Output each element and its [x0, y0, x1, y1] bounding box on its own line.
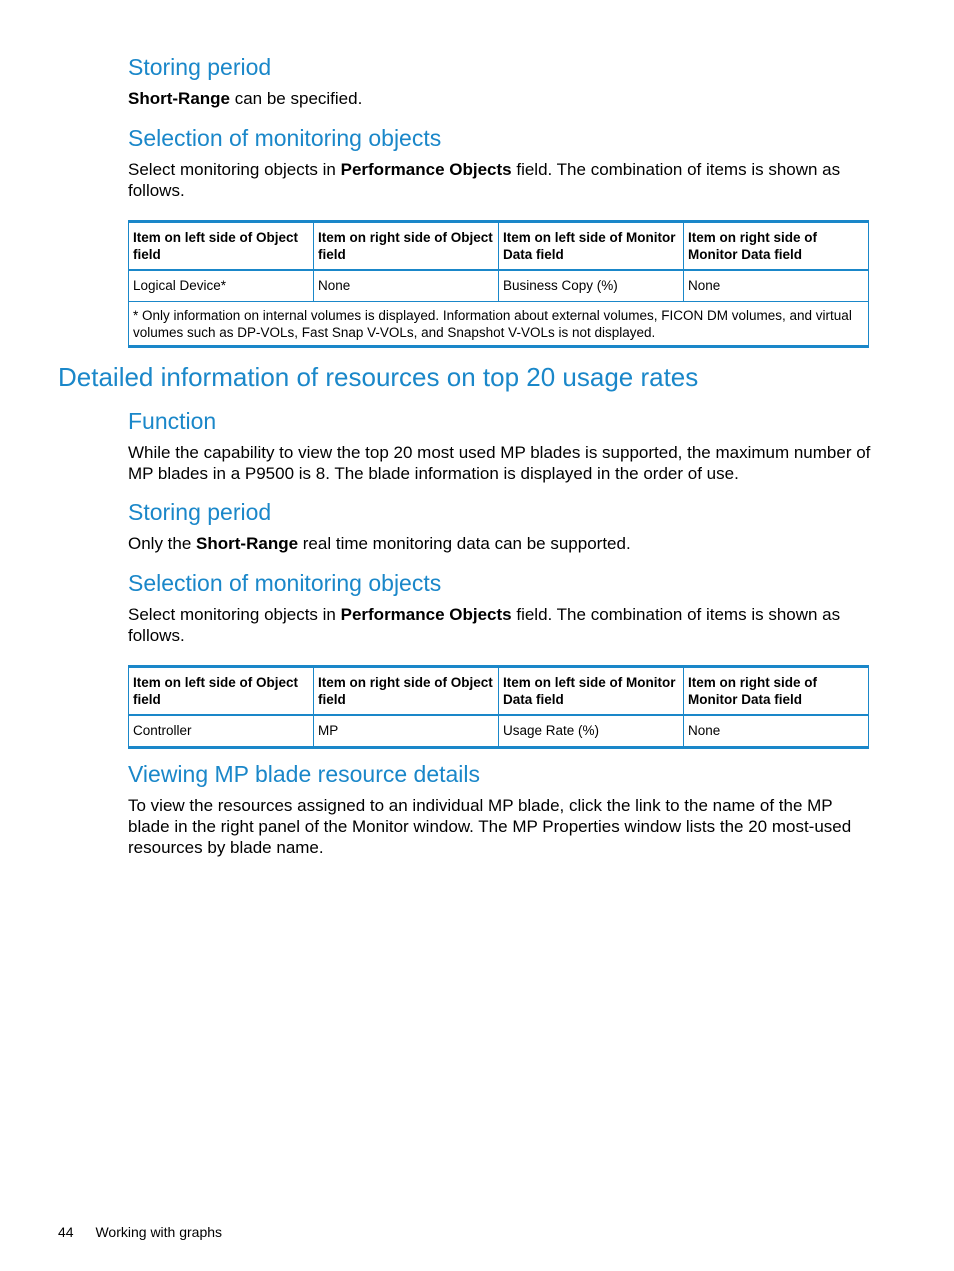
table-header-cell: Item on right side of Monitor Data field [684, 667, 869, 716]
table-cell: Usage Rate (%) [499, 715, 684, 748]
table-cell: Logical Device* [129, 270, 314, 302]
selection-objects-text: Select monitoring objects in Performance Objects field. The combination of items is shown as follows. [128, 160, 841, 200]
page-footer [58, 1223, 222, 1241]
function-heading: Function [128, 408, 217, 434]
table-cell: None [684, 715, 869, 748]
table-cell: None [314, 270, 499, 302]
objects-table-2 [128, 665, 869, 749]
table-header-cell: Item on left side of Object field [129, 667, 314, 716]
viewing-mp-blade-heading: Viewing MP blade resource details [128, 761, 481, 787]
chapter-title: Working with graphs [95, 1224, 223, 1240]
table-header-cell: Item on left side of Monitor Data field [499, 667, 684, 716]
table-header-cell: Item on left side of Monitor Data field [499, 222, 684, 271]
objects-table-1 [128, 220, 869, 348]
storing-period-heading-2: Storing period [128, 499, 272, 525]
table-header-row [129, 667, 869, 716]
table-header-row [129, 222, 869, 271]
table-row [129, 270, 869, 302]
table-note-row [129, 302, 869, 347]
selection-objects-heading-2: Selection of monitoring objects [128, 570, 442, 596]
table-header-cell: Item on right side of Object field [314, 667, 499, 716]
table-header-cell: Item on left side of Object field [129, 222, 314, 271]
table-header-cell: Item on right side of Object field [314, 222, 499, 271]
function-text: While the capability to view the top 20 most used MP blades is supported, the maximum number of MP blades in a P9500 is 8. The blade information is displayed in the order of use. [128, 443, 871, 483]
table-cell: Controller [129, 715, 314, 748]
table-header-cell: Item on right side of Monitor Data field [684, 222, 869, 271]
storing-period-heading: Storing period [128, 54, 272, 80]
table-cell: MP [314, 715, 499, 748]
table-row [129, 715, 869, 748]
selection-objects-heading: Selection of monitoring objects [128, 125, 442, 151]
selection-objects-text-2: Select monitoring objects in Performance Objects field. The combination of items is shown as follows. [128, 605, 841, 645]
table-cell: None [684, 270, 869, 302]
storing-period-text: Short-Range can be specified. [128, 89, 363, 108]
table-footnote: * Only information on internal volumes is displayed. Information about external volumes, FICON DM volumes, and virtual volumes such as DP-VOLs, Fast Snap V-VOLs, and Snapshot V-VOLs is not displayed. [129, 302, 869, 347]
viewing-mp-blade-text: To view the resources assigned to an individual MP blade, click the link to the name of the MP blade in the right panel of the Monitor window. The MP Properties window lists the 20 most-used resources by blade name. [128, 796, 852, 857]
storing-period-text-2: Only the Short-Range real time monitoring data can be supported. [128, 534, 631, 553]
page-number: 44 [58, 1224, 74, 1240]
detailed-info-heading: Detailed information of resources on top 20 usage rates [58, 362, 699, 392]
table-cell: Business Copy (%) [499, 270, 684, 302]
